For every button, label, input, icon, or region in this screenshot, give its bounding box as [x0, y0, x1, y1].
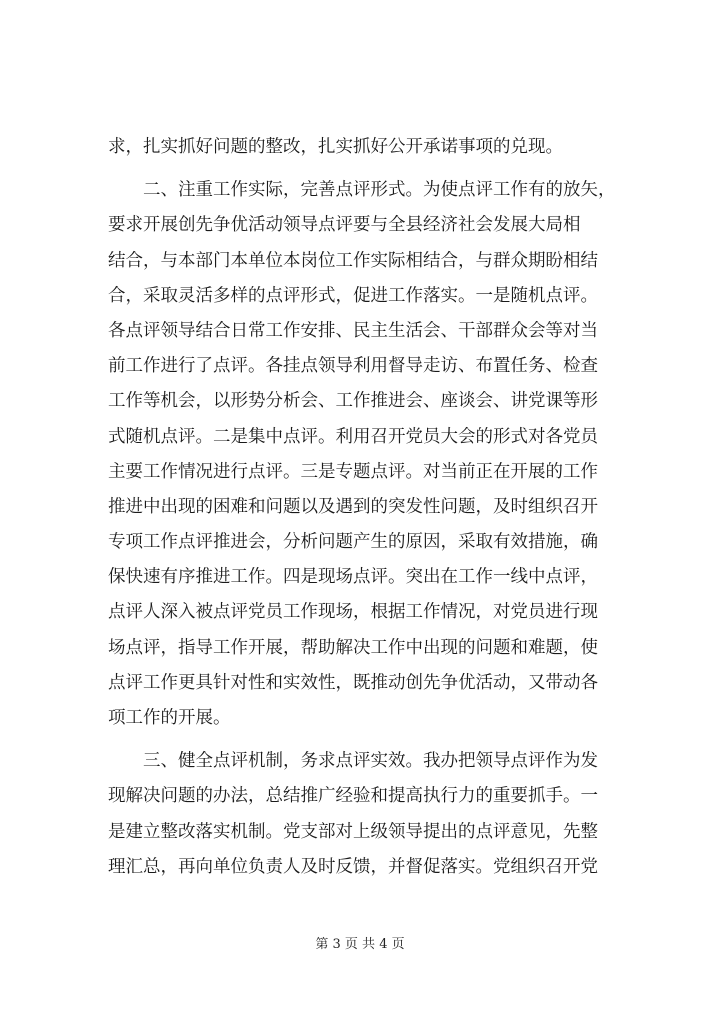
- text-line: 工作等机会，以形势分析会、工作推进会、座谈会、讲党课等形: [108, 391, 598, 412]
- text-line: 合，采取灵活多样的点评形式，促进工作落实。一是随机点评。: [108, 285, 598, 306]
- paragraph-2: [108, 173, 628, 736]
- paragraph-3: [108, 744, 628, 885]
- text-line: 是建立整改落实机制。党支部对上级领导提出的点评意见，先整: [108, 821, 598, 842]
- text-line: 点评人深入被点评党员工作现场，根据工作情况，对党员进行现: [108, 602, 598, 623]
- text-line: 要求开展创先争优活动领导点评要与全县经济社会发展大局相: [108, 215, 581, 236]
- text-line: 二、注重工作实际，完善点评形式。为使点评工作有的放矢，: [108, 180, 616, 201]
- paragraph-spacer: [108, 165, 628, 173]
- document-body: [108, 130, 628, 885]
- paragraph-1: [108, 130, 628, 165]
- text-line: 三、健全点评机制，务求点评实效。我办把领导点评作为发: [108, 751, 598, 772]
- text-line: 点评工作更具针对性和实效性，既推动创先争优活动，又带动各: [108, 672, 598, 693]
- text-line: 专项工作点评推进会，分析问题产生的原因，采取有效措施，确: [108, 532, 598, 553]
- text-line: 现解决问题的办法，总结推广经验和提高执行力的重要抓手。一: [108, 786, 598, 807]
- text-line: 结合，与本部门本单位本岗位工作实际相结合，与群众期盼相结: [108, 250, 598, 271]
- text-line: 项工作的开展。: [108, 708, 231, 728]
- text-line: 求，扎实抓好问题的整改，扎实抓好公开承诺事项的兑现。: [108, 137, 563, 157]
- paragraph-spacer: [108, 736, 628, 744]
- text-line: 场点评，指导工作开展，帮助解决工作中出现的问题和难题，使: [108, 637, 598, 658]
- text-line: 理汇总，再向单位负责人及时反馈，并督促落实。党组织召开党: [108, 856, 598, 877]
- text-line: 各点评领导结合日常工作安排、民主生活会、干部群众会等对当: [108, 320, 598, 341]
- text-line: 主要工作情况进行点评。三是专题点评。对当前正在开展的工作: [108, 461, 598, 482]
- page-footer: 第 3 页 共 4 页: [315, 937, 405, 952]
- text-line: 推进中出现的困难和问题以及遇到的突发性问题，及时组织召开: [108, 496, 598, 517]
- text-line: 式随机点评。二是集中点评。利用召开党员大会的形式对各党员: [108, 426, 598, 447]
- text-line: 前工作进行了点评。各挂点领导利用督导走访、布置任务、检查: [108, 356, 598, 377]
- text-line: 保快速有序推进工作。四是现场点评。突出在工作一线中点评，: [108, 567, 598, 588]
